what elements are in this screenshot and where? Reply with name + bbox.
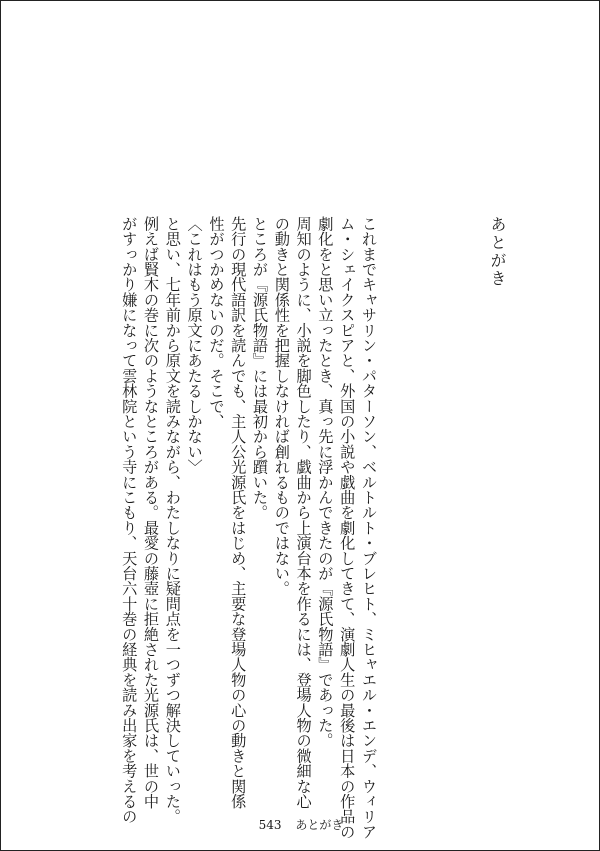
text-line: ム・シェイクスピアと、外国の小説や戯曲を劇化してきて、演劇人生の最後は日本の作品の bbox=[338, 216, 357, 840]
text-line: これまでキャサリン・パターソン、ベルトルト・ブレヒト、ミヒャエル・エンデ、ウィリア bbox=[360, 216, 378, 840]
text-line: 性がつかめないのだ。そこで、 bbox=[207, 216, 226, 429]
text-line: 周知のように、小説を脚色したり、戯曲から上演台本を作るには、登場人物の微細な心 bbox=[294, 216, 313, 809]
text-line: がすっかり嫌になって雲林院という寺にこもり、天台六十巻の経典を読み出家を考えるの bbox=[120, 216, 139, 824]
text-line: 例えば賢木の巻に次のようなところがある。最愛の藤壺に拒絶された光源氏は、世の中 bbox=[142, 216, 161, 809]
text-line: 〈これはもう原文にあたるしかない〉 bbox=[185, 216, 204, 475]
text-line: と思い、七年前から原文を読みながら、わたしなりに疑問点を一つずつ解決していった。 bbox=[163, 216, 182, 824]
page-number: 543 bbox=[258, 818, 282, 832]
text-line: の動きと関係性を把握しなければ創れるものではない。 bbox=[272, 216, 291, 596]
text-line: ところが『源氏物語』には最初から躓いた。 bbox=[251, 216, 270, 520]
text-line: 先行の現代語訳を読んでも、主人公光源氏をはじめ、主要な登場人物の心の動きと関係 bbox=[229, 216, 248, 809]
running-title: あとがき bbox=[295, 818, 344, 832]
page-footer bbox=[1, 816, 600, 833]
text-line: 劇化をと思い立ったとき、真っ先に浮かんできたのが『源氏物語』であった。 bbox=[316, 216, 335, 748]
section-heading: あとがき bbox=[488, 216, 507, 288]
